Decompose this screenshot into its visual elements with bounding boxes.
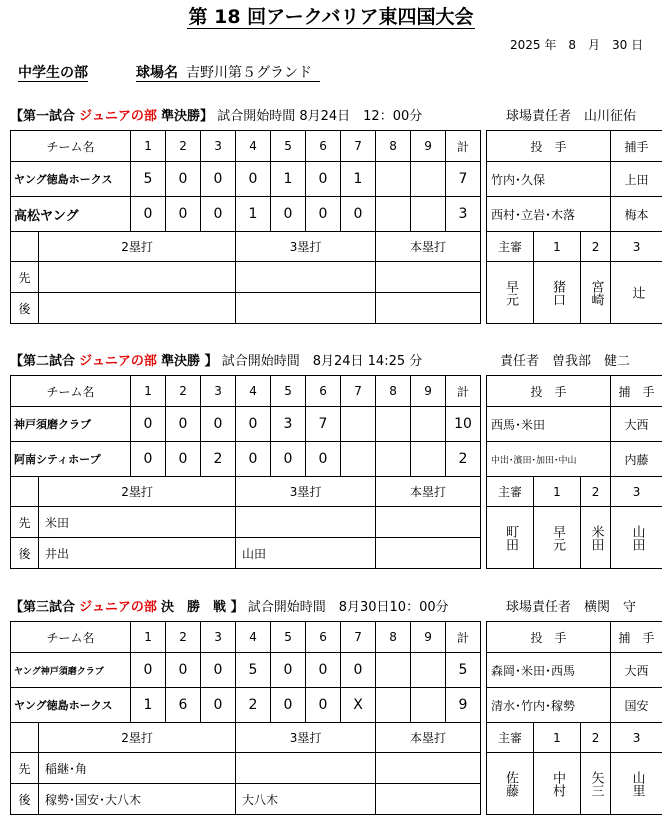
umpire-row bbox=[487, 507, 662, 569]
hits-header-row bbox=[11, 232, 481, 262]
base-umpire-header: 3 bbox=[611, 232, 662, 262]
inning-score: 0 bbox=[341, 197, 376, 232]
inning-score: 7 bbox=[306, 407, 341, 442]
umpire-name: 猪口 bbox=[534, 262, 581, 324]
inning-score: 0 bbox=[201, 688, 236, 723]
umpire-header-row bbox=[487, 232, 662, 262]
chief-umpire-header: 主審 bbox=[487, 232, 534, 262]
inning-score: 5 bbox=[236, 653, 271, 688]
total-score: 2 bbox=[446, 442, 481, 477]
battery-row bbox=[487, 197, 662, 232]
battery-row bbox=[487, 162, 662, 197]
inning-score: 0 bbox=[236, 442, 271, 477]
base-umpire-header: 1 bbox=[534, 723, 581, 753]
hits-row-second bbox=[11, 538, 481, 569]
inning-score: 0 bbox=[131, 197, 166, 232]
umpire-row bbox=[487, 753, 662, 815]
battery-row bbox=[487, 653, 662, 688]
catcher-header: 捕 手 bbox=[611, 376, 662, 407]
team-row bbox=[11, 162, 481, 197]
inning-score: 0 bbox=[341, 653, 376, 688]
team-name: 神戸須磨クラブ bbox=[11, 407, 131, 442]
inning-header: 4 bbox=[236, 131, 271, 162]
battery-umpire-table bbox=[486, 621, 662, 815]
inning-header: 3 bbox=[201, 131, 236, 162]
inning-header: 9 bbox=[411, 376, 446, 407]
team-row bbox=[11, 442, 481, 477]
inning-score bbox=[411, 688, 446, 723]
game-division: ジュニアの部 bbox=[79, 109, 157, 124]
field-manager: 責任者 曽我部 健二 bbox=[500, 354, 631, 369]
team-header: チーム名 bbox=[11, 622, 131, 653]
venue-line: 球場名 吉野川第５グランド bbox=[136, 62, 320, 82]
total-score: 10 bbox=[446, 407, 481, 442]
venue-name: 吉野川第５グランド bbox=[178, 65, 320, 82]
pitcher-header: 投 手 bbox=[487, 376, 611, 407]
umpire-name: 矢三 bbox=[581, 753, 611, 815]
side-label: 先 bbox=[11, 262, 39, 293]
base-umpire-header: 3 bbox=[611, 723, 662, 753]
inning-header: 5 bbox=[271, 131, 306, 162]
inning-score: 5 bbox=[131, 162, 166, 197]
umpire-name: 町田 bbox=[487, 507, 534, 569]
inning-score: 2 bbox=[201, 442, 236, 477]
catcher-cell: 国安 bbox=[611, 688, 662, 723]
inning-score: 0 bbox=[306, 162, 341, 197]
blank-cell bbox=[11, 232, 39, 262]
inning-score bbox=[411, 162, 446, 197]
pitchers-cell: 西村･立岩･木落 bbox=[487, 197, 611, 232]
battery-umpire-table bbox=[486, 130, 662, 324]
umpire-name: 宮崎 bbox=[581, 262, 611, 324]
game-division: ジュニアの部 bbox=[79, 600, 157, 615]
side-label: 後 bbox=[11, 784, 39, 815]
inning-score: 0 bbox=[236, 162, 271, 197]
triples-cell: 大八木 bbox=[236, 784, 376, 815]
inning-score: 6 bbox=[166, 688, 201, 723]
catcher-cell: 大西 bbox=[611, 407, 662, 442]
homer-header: 本塁打 bbox=[376, 477, 481, 507]
homers-cell bbox=[376, 784, 481, 815]
team-name: 阿南シティホープ bbox=[11, 442, 131, 477]
triple-header: 3塁打 bbox=[236, 723, 376, 753]
team-name: ヤング徳島ホークス bbox=[11, 688, 131, 723]
inning-score: 0 bbox=[306, 688, 341, 723]
homer-header: 本塁打 bbox=[376, 232, 481, 262]
inning-header: 6 bbox=[306, 376, 341, 407]
inning-header: 9 bbox=[411, 622, 446, 653]
inning-score: X bbox=[341, 688, 376, 723]
umpire-header-row bbox=[487, 477, 662, 507]
inning-header: 8 bbox=[376, 376, 411, 407]
score-table bbox=[10, 375, 481, 569]
base-umpire-header: 2 bbox=[581, 723, 611, 753]
side-label: 先 bbox=[11, 507, 39, 538]
catcher-header: 捕 手 bbox=[611, 622, 662, 653]
battery-row bbox=[487, 688, 662, 723]
inning-header: 4 bbox=[236, 622, 271, 653]
inning-score: 0 bbox=[166, 197, 201, 232]
inning-score: 0 bbox=[271, 442, 306, 477]
total-header: 計 bbox=[446, 622, 481, 653]
double-header: 2塁打 bbox=[39, 477, 236, 507]
total-score: 5 bbox=[446, 653, 481, 688]
inning-score: 0 bbox=[166, 407, 201, 442]
inning-header: 6 bbox=[306, 622, 341, 653]
umpire-name: 米田 bbox=[581, 507, 611, 569]
total-score: 3 bbox=[446, 197, 481, 232]
homers-cell bbox=[376, 262, 481, 293]
team-header: チーム名 bbox=[11, 131, 131, 162]
inning-score: 0 bbox=[131, 442, 166, 477]
inning-score: 0 bbox=[271, 688, 306, 723]
score-header-row bbox=[11, 131, 481, 162]
inning-header: 2 bbox=[166, 131, 201, 162]
hits-header-row bbox=[11, 723, 481, 753]
double-header: 2塁打 bbox=[39, 232, 236, 262]
inning-score: 0 bbox=[201, 653, 236, 688]
inning-score: 3 bbox=[271, 407, 306, 442]
hits-row-first bbox=[11, 753, 481, 784]
inning-score: 0 bbox=[131, 653, 166, 688]
inning-header: 3 bbox=[201, 622, 236, 653]
catcher-cell: 内藤 bbox=[611, 442, 662, 477]
umpire-name: 山田 bbox=[611, 507, 662, 569]
report-date: 2025 年 8 月 30 日 bbox=[510, 38, 644, 52]
inning-header: 8 bbox=[376, 622, 411, 653]
game-header bbox=[10, 105, 422, 124]
inning-score bbox=[411, 653, 446, 688]
inning-header: 7 bbox=[341, 131, 376, 162]
homers-cell bbox=[376, 507, 481, 538]
inning-score: 0 bbox=[131, 407, 166, 442]
page-title: 第 18 回アークバリア東四国大会 bbox=[188, 6, 474, 28]
inning-score: 1 bbox=[271, 162, 306, 197]
pitcher-header: 投 手 bbox=[487, 131, 611, 162]
triples-cell bbox=[236, 262, 376, 293]
division-label: 中学生の部 bbox=[18, 65, 88, 81]
doubles-cell bbox=[39, 293, 236, 324]
triples-cell bbox=[236, 293, 376, 324]
blank-cell bbox=[11, 477, 39, 507]
team-row bbox=[11, 688, 481, 723]
inning-score: 1 bbox=[236, 197, 271, 232]
base-umpire-header: 1 bbox=[534, 232, 581, 262]
team-name: ヤング神戸須磨クラブ bbox=[11, 653, 131, 688]
hits-header-row bbox=[11, 477, 481, 507]
total-header: 計 bbox=[446, 131, 481, 162]
base-umpire-header: 3 bbox=[611, 477, 662, 507]
inning-score: 2 bbox=[236, 688, 271, 723]
total-score: 7 bbox=[446, 162, 481, 197]
score-table bbox=[10, 621, 481, 815]
umpire-row bbox=[487, 262, 662, 324]
hits-row-second bbox=[11, 293, 481, 324]
inning-score bbox=[411, 442, 446, 477]
inning-header: 5 bbox=[271, 622, 306, 653]
catcher-cell: 上田 bbox=[611, 162, 662, 197]
game-start-time: 試合開始時間 8月24日 14:25 分 bbox=[221, 354, 423, 369]
inning-header: 1 bbox=[131, 131, 166, 162]
triple-header: 3塁打 bbox=[236, 477, 376, 507]
field-manager: 球場責任者 横関 守 bbox=[506, 600, 637, 615]
team-row bbox=[11, 407, 481, 442]
inning-score bbox=[376, 407, 411, 442]
doubles-cell: 稲継･角 bbox=[39, 753, 236, 784]
inning-score: 0 bbox=[271, 653, 306, 688]
triple-header: 3塁打 bbox=[236, 232, 376, 262]
doubles-cell: 米田 bbox=[39, 507, 236, 538]
base-umpire-header: 1 bbox=[534, 477, 581, 507]
pitchers-cell: 清水･竹内･稼勢 bbox=[487, 688, 611, 723]
doubles-cell bbox=[39, 262, 236, 293]
inning-score bbox=[376, 653, 411, 688]
inning-header: 4 bbox=[236, 376, 271, 407]
hits-row-first bbox=[11, 507, 481, 538]
battery-row bbox=[487, 442, 662, 477]
team-name: ヤング徳島ホークス bbox=[11, 162, 131, 197]
inning-score: 0 bbox=[271, 197, 306, 232]
triples-cell bbox=[236, 753, 376, 784]
team-header: チーム名 bbox=[11, 376, 131, 407]
game-header bbox=[10, 350, 422, 369]
umpire-name: 中村 bbox=[534, 753, 581, 815]
inning-score: 0 bbox=[166, 442, 201, 477]
umpire-name: 佐藤 bbox=[487, 753, 534, 815]
inning-score: 0 bbox=[166, 162, 201, 197]
battery-header-row bbox=[487, 376, 662, 407]
team-row bbox=[11, 197, 481, 232]
total-header: 計 bbox=[446, 376, 481, 407]
inning-score: 0 bbox=[236, 407, 271, 442]
inning-score: 0 bbox=[306, 197, 341, 232]
chief-umpire-header: 主審 bbox=[487, 723, 534, 753]
hits-row-first bbox=[11, 262, 481, 293]
homers-cell bbox=[376, 753, 481, 784]
inning-score: 0 bbox=[166, 653, 201, 688]
inning-score: 0 bbox=[201, 162, 236, 197]
pitchers-cell: 中出･濱田･加田･中山 bbox=[487, 442, 611, 477]
battery-header-row bbox=[487, 622, 662, 653]
inning-header: 1 bbox=[131, 376, 166, 407]
score-header-row bbox=[11, 376, 481, 407]
game-division: ジュニアの部 bbox=[79, 354, 157, 369]
game-round: 決 勝 戦 】 bbox=[161, 600, 244, 615]
chief-umpire-header: 主審 bbox=[487, 477, 534, 507]
game-label: 【第一試合 bbox=[10, 109, 76, 124]
umpire-name: 早元 bbox=[534, 507, 581, 569]
inning-score: 1 bbox=[131, 688, 166, 723]
inning-score bbox=[341, 442, 376, 477]
battery-header-row bbox=[487, 131, 662, 162]
triples-cell bbox=[236, 507, 376, 538]
inning-score: 0 bbox=[201, 407, 236, 442]
battery-row bbox=[487, 407, 662, 442]
inning-score bbox=[411, 407, 446, 442]
battery-umpire-table bbox=[486, 375, 662, 569]
game-label: 【第二試合 bbox=[10, 354, 76, 369]
field-manager: 球場責任者 山川征佑 bbox=[506, 109, 637, 124]
inning-header: 6 bbox=[306, 131, 341, 162]
inning-score: 0 bbox=[306, 653, 341, 688]
catcher-cell: 大西 bbox=[611, 653, 662, 688]
side-label: 先 bbox=[11, 753, 39, 784]
catcher-header: 捕手 bbox=[611, 131, 662, 162]
inning-score: 0 bbox=[306, 442, 341, 477]
homers-cell bbox=[376, 538, 481, 569]
inning-header: 2 bbox=[166, 376, 201, 407]
inning-score bbox=[411, 197, 446, 232]
doubles-cell: 井出 bbox=[39, 538, 236, 569]
inning-header: 3 bbox=[201, 376, 236, 407]
base-umpire-header: 2 bbox=[581, 232, 611, 262]
triples-cell: 山田 bbox=[236, 538, 376, 569]
inning-header: 7 bbox=[341, 376, 376, 407]
team-name: 高松ヤング bbox=[11, 197, 131, 232]
umpire-name: 早元 bbox=[487, 262, 534, 324]
inning-score: 1 bbox=[341, 162, 376, 197]
game-header bbox=[10, 596, 449, 615]
team-row bbox=[11, 653, 481, 688]
inning-header: 7 bbox=[341, 622, 376, 653]
inning-score bbox=[376, 442, 411, 477]
base-umpire-header: 2 bbox=[581, 477, 611, 507]
side-label: 後 bbox=[11, 293, 39, 324]
inning-score bbox=[376, 162, 411, 197]
blank-cell bbox=[11, 723, 39, 753]
inning-score bbox=[376, 197, 411, 232]
homer-header: 本塁打 bbox=[376, 723, 481, 753]
game-start-time: 試合開始時間 8月24日 12：00分 bbox=[217, 109, 423, 124]
game-label: 【第三試合 bbox=[10, 600, 76, 615]
umpire-name: 辻 bbox=[611, 262, 662, 324]
inning-score: 0 bbox=[201, 197, 236, 232]
inning-header: 2 bbox=[166, 622, 201, 653]
inning-score bbox=[376, 688, 411, 723]
score-header-row bbox=[11, 622, 481, 653]
pitchers-cell: 西馬･米田 bbox=[487, 407, 611, 442]
hits-row-second bbox=[11, 784, 481, 815]
pitchers-cell: 竹内･久保 bbox=[487, 162, 611, 197]
double-header: 2塁打 bbox=[39, 723, 236, 753]
catcher-cell: 梅本 bbox=[611, 197, 662, 232]
pitcher-header: 投 手 bbox=[487, 622, 611, 653]
homers-cell bbox=[376, 293, 481, 324]
inning-header: 1 bbox=[131, 622, 166, 653]
doubles-cell: 稼勢･国安･大八木 bbox=[39, 784, 236, 815]
score-table bbox=[10, 130, 481, 324]
inning-score bbox=[341, 407, 376, 442]
game-round: 準決勝】 bbox=[161, 109, 214, 124]
pitchers-cell: 森岡･米田･西馬 bbox=[487, 653, 611, 688]
game-start-time: 試合開始時間 8月30日10：00分 bbox=[247, 600, 449, 615]
game-round: 準決勝 】 bbox=[161, 354, 218, 369]
side-label: 後 bbox=[11, 538, 39, 569]
umpire-header-row bbox=[487, 723, 662, 753]
total-score: 9 bbox=[446, 688, 481, 723]
inning-header: 5 bbox=[271, 376, 306, 407]
umpire-name: 山里 bbox=[611, 753, 662, 815]
inning-header: 8 bbox=[376, 131, 411, 162]
inning-header: 9 bbox=[411, 131, 446, 162]
